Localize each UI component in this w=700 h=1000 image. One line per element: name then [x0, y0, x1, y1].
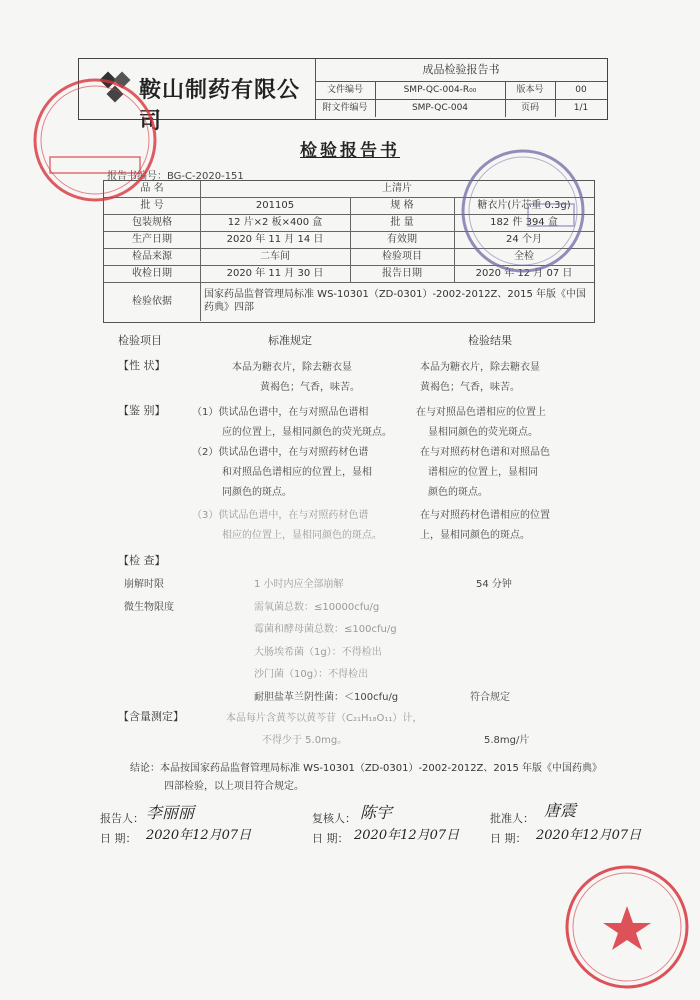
approver-date: 2020年12月07日	[536, 828, 642, 843]
report-date-label: 报告日期	[350, 266, 455, 282]
microbial-standard-line: 霉菌和酵母菌总数：≤100cfu/g	[254, 624, 397, 635]
blue-company-stamp	[458, 146, 588, 276]
identification-standard-line: （3）供试品色谱中，在与对照药材色谱	[192, 510, 369, 521]
microbial-standard-line: 需氧菌总数：≤10000cfu/g	[254, 602, 380, 613]
basis-value: 国家药品监督管理局标准 WS-10301（ZD-0301）-2002-2012Z、2015 年版《中国药典》四部	[204, 289, 587, 313]
attached-no-value: SMP-QC-004	[375, 99, 506, 117]
test-item-label: 检验项目	[350, 249, 455, 265]
approver-label: 批准人：	[490, 812, 534, 825]
quantity-value: 182 件 394 盒	[490, 217, 558, 228]
report-date-value: 2020 年 12 月 07 日	[475, 268, 573, 279]
version-value: 00	[575, 85, 587, 95]
test-item-value: 全检	[514, 251, 534, 262]
assay-result: 5.8mg/片	[484, 735, 530, 746]
column-header-standard: 标准规定	[268, 334, 312, 347]
batch-label: 批 号	[104, 198, 201, 214]
approver-signature: 唐震	[544, 801, 577, 820]
table-row	[104, 283, 594, 321]
form-title: 成品检验报告书	[315, 59, 607, 82]
source-value: 二车间	[200, 249, 351, 265]
reviewer-signature: 陈宇	[360, 803, 393, 822]
batch-value: 201105	[200, 198, 351, 214]
identification-standard-line: 同颜色的斑点。	[222, 487, 292, 498]
section-appearance: 【性 状】	[118, 359, 166, 372]
identification-standard-line: 相应的位置上，显相同颜色的斑点。	[222, 530, 382, 541]
microbial-standard-line: 大肠埃希菌（1g）：不得检出	[254, 647, 382, 658]
conclusion	[130, 760, 690, 796]
red-seal-stamp-bottom	[562, 862, 692, 992]
page-label: 页码	[505, 99, 556, 117]
receive-date-label: 收检日期	[104, 266, 201, 282]
section-inspection: 【检 查】	[118, 554, 166, 567]
version-label: 版本号	[505, 81, 556, 99]
reviewer-date: 2020年12月07日	[354, 828, 460, 843]
identification-result-line: 上，显相同颜色的斑点。	[420, 530, 530, 541]
production-date-value: 2020 年 11 月 14 日	[200, 232, 351, 248]
appearance-standard-line: 本品为糖衣片，除去糖衣显	[232, 362, 352, 373]
appearance-result-line: 黄褐色；气香，味苦。	[420, 382, 520, 393]
microbial-result: 符合规定	[470, 692, 510, 703]
identification-result-line: 显相同颜色的荧光斑点。	[428, 427, 538, 438]
reviewer-label: 复核人：	[312, 812, 356, 825]
section-identification: 【鉴 别】	[118, 404, 166, 417]
microbial-standard-line: 耐胆盐革兰阴性菌：＜100cfu/g	[254, 692, 399, 703]
identification-result-line: 谱相应的位置上，显相同	[428, 467, 538, 478]
basis-label: 检验依据	[104, 283, 201, 321]
identification-standard-line: 应的位置上，显相同颜色的荧光斑点。	[222, 427, 392, 438]
microbial-limit-label: 微生物限度	[124, 602, 174, 613]
header-row-attached-no	[315, 99, 607, 117]
reviewer-date-label: 日 期：	[312, 832, 349, 845]
identification-result-line: 在与对照品色谱相应的位置上	[416, 407, 546, 418]
reporter-date: 2020年12月07日	[146, 828, 252, 843]
approver-date-label: 日 期：	[490, 832, 527, 845]
company-name: 鞍山制药有限公司	[139, 78, 301, 134]
name-value: 上清片	[382, 183, 412, 194]
name-label: 品 名	[104, 181, 201, 197]
reporter-signature: 李丽丽	[146, 803, 195, 822]
receive-date-value: 2020 年 11 月 30 日	[200, 266, 351, 282]
file-no-label: 文件编号	[315, 81, 376, 99]
disintegration-standard: 1 小时内应全部崩解	[254, 579, 344, 590]
red-quality-stamp-top	[30, 75, 160, 205]
identification-result-line: 在与对照药材色谱和对照品色	[420, 447, 550, 458]
quantity-label: 批 量	[350, 215, 455, 231]
appearance-standard-line: 黄褐色；气香，味苦。	[260, 382, 360, 393]
identification-result-line: 颜色的斑点。	[428, 487, 488, 498]
identification-result-line: 在与对照药材色谱相应的位置	[420, 510, 550, 521]
column-header-result: 检验结果	[468, 334, 512, 347]
validity-label: 有效期	[350, 232, 455, 248]
identification-standard-line: 和对照品色谱相应的位置上，显相	[222, 467, 372, 478]
document-control-block	[315, 59, 607, 119]
disintegration-result: 54 分钟	[476, 579, 512, 590]
section-assay: 【含量测定】	[118, 710, 184, 723]
attached-no-label: 附文件编号	[315, 99, 376, 117]
page-title: 检验报告书	[300, 141, 400, 161]
disintegration-label: 崩解时限	[124, 579, 164, 590]
reporter-date-label: 日 期：	[100, 832, 137, 845]
microbial-standard-line: 沙门菌（10g）：不得检出	[254, 669, 369, 680]
conclusion-line: 四部检验，以上项目符合规定。	[164, 781, 304, 792]
assay-standard-line: 本品每片含黄芩以黄芩苷（C₂₁H₁₈O₁₁）计，	[226, 713, 423, 724]
file-no-value: SMP-QC-004-R₀₀	[375, 81, 506, 99]
report-number: 报告书编号：BG-C-2020-151	[107, 171, 244, 182]
production-date-label: 生产日期	[104, 232, 201, 248]
column-header-item: 检验项目	[118, 334, 162, 347]
appearance-result-line: 本品为糖衣片，除去糖衣显	[420, 362, 540, 373]
header-row-file-no	[315, 81, 607, 100]
spec-value: 糖衣片(片芯重 0.3g)	[477, 200, 571, 211]
spec-label: 规 格	[350, 198, 455, 214]
pack-label: 包装规格	[104, 215, 201, 231]
assay-standard-line: 不得少于 5.0mg。	[262, 735, 348, 746]
identification-standard-line: （2）供试品色谱中，在与对照药材色谱	[192, 447, 369, 458]
page-value: 1/1	[573, 103, 589, 113]
identification-standard-line: （1）供试品色谱中，在与对照品色谱相	[192, 407, 369, 418]
conclusion-line: 结论：本品按国家药品监督管理局标准 WS-10301（ZD-0301）-2002-2012Z、2015 年版《中国药典》	[130, 763, 603, 774]
reporter-label: 报告人：	[100, 812, 144, 825]
source-label: 检品来源	[104, 249, 201, 265]
validity-value: 24 个月	[506, 234, 542, 245]
pack-value: 12 片×2 板×400 盒	[200, 215, 351, 231]
